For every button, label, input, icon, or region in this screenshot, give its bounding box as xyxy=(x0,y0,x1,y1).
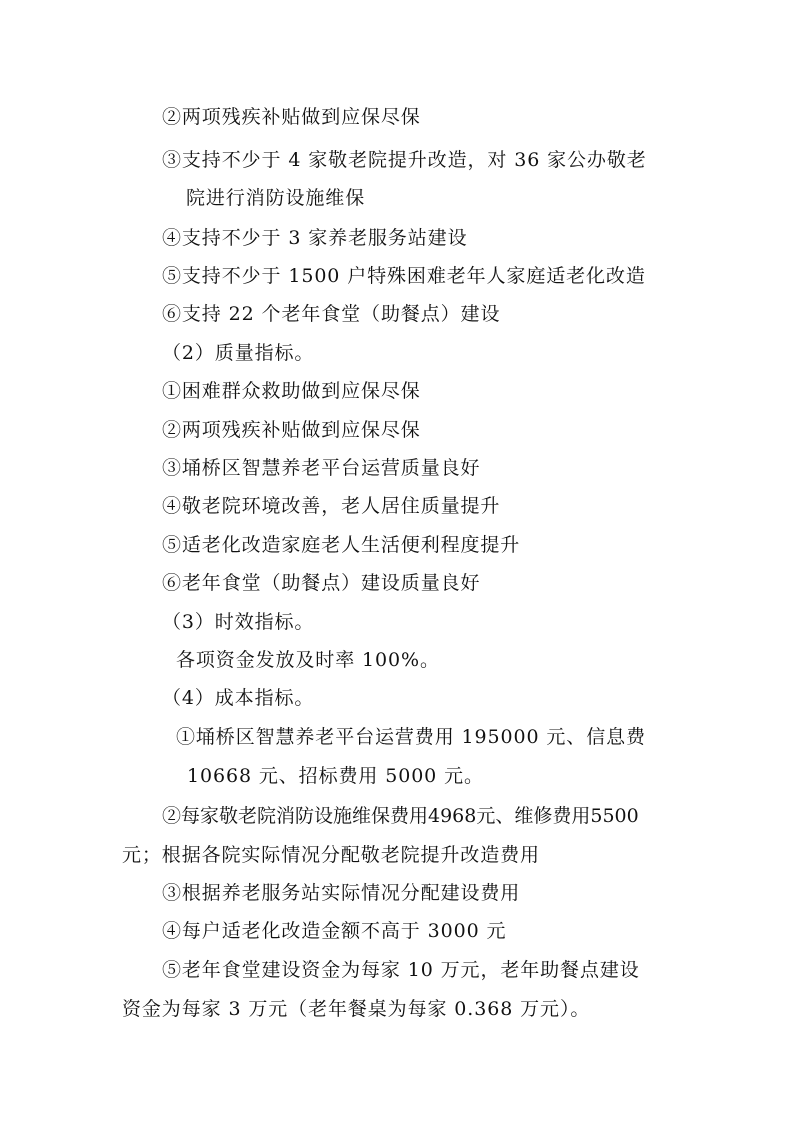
section-heading-quality: （2）质量指标。 xyxy=(162,342,315,364)
text-line-12: ⑤适老化改造家庭老人生活便利程度提升 xyxy=(162,534,521,556)
text-line-5: ⑤支持不少于 1500 户特殊困难老年人家庭适老化改造 xyxy=(162,265,646,287)
text-line-1: ②两项残疾补贴做到应保尽保 xyxy=(162,106,421,128)
text-line-13: ⑥老年食堂（助餐点）建设质量良好 xyxy=(162,572,481,594)
text-line-22: ④每户适老化改造金额不高于 3000 元 xyxy=(162,920,507,942)
text-line-15: 各项资金发放及时率 100%。 xyxy=(176,649,440,671)
text-line-8: ①困难群众救助做到应保尽保 xyxy=(162,380,421,402)
text-line-2: ③支持不少于 4 家敬老院提升改造，对 36 家公办敬老 xyxy=(162,149,647,171)
text-line-19: ②每家敬老院消防设施维保费用4968元、维修费用5500 xyxy=(162,805,639,827)
text-line-11: ④敬老院环境改善，老人居住质量提升 xyxy=(162,495,501,517)
text-line-17: ①埇桥区智慧养老平台运营费用 195000 元、信息费 xyxy=(176,726,646,748)
text-line-3: 院进行消防设施维保 xyxy=(186,187,366,209)
text-line-10: ③埇桥区智慧养老平台运营质量良好 xyxy=(162,457,481,479)
text-line-9: ②两项残疾补贴做到应保尽保 xyxy=(162,419,421,441)
text-line-24: 资金为每家 3 万元（老年餐桌为每家 0.368 万元）。 xyxy=(122,998,591,1020)
section-heading-timeliness: （3）时效指标。 xyxy=(162,611,315,633)
text-line-21: ③根据养老服务站实际情况分配建设费用 xyxy=(162,882,521,904)
text-line-20: 元；根据各院实际情况分配敬老院提升改造费用 xyxy=(122,844,540,866)
section-heading-cost: （4）成本指标。 xyxy=(162,687,315,709)
text-line-4: ④支持不少于 3 家养老服务站建设 xyxy=(162,227,468,249)
text-line-6: ⑥支持 22 个老年食堂（助餐点）建设 xyxy=(162,303,501,325)
text-line-23: ⑤老年食堂建设资金为每家 10 万元，老年助餐点建设 xyxy=(162,959,640,981)
text-line-18: 10668 元、招标费用 5000 元。 xyxy=(187,765,484,787)
